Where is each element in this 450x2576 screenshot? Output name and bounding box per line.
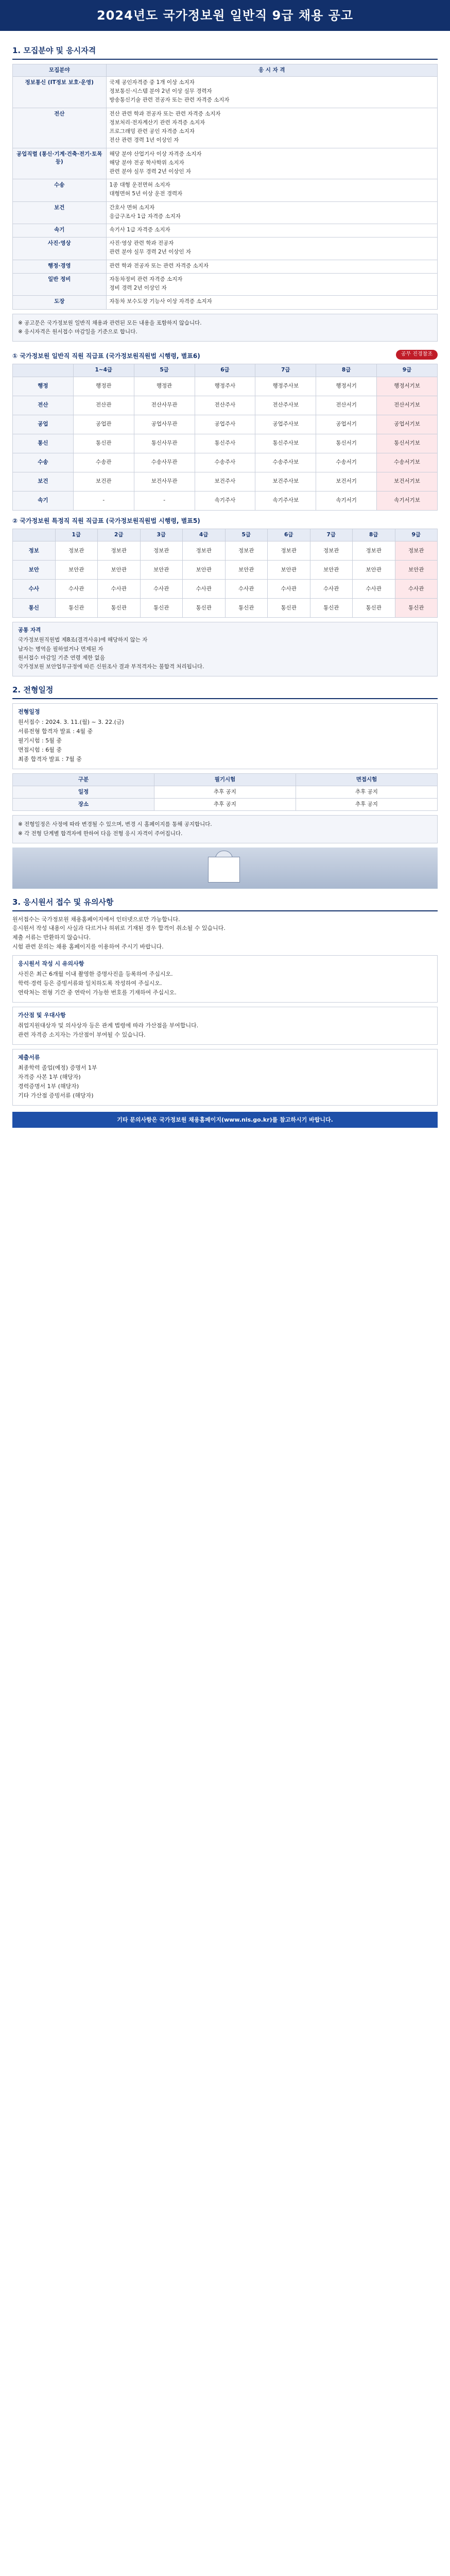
- grade-cell: 행정주사: [195, 377, 255, 396]
- qualification-cell: [106, 108, 438, 148]
- apply-box-1-item: 사진은 최근 6개월 이내 촬영한 증명사진을 등록하여 주십시오.: [18, 971, 173, 978]
- special-grade-header: 8급: [353, 529, 395, 541]
- qualification-cell: [106, 76, 438, 108]
- special-grade-cell: 수사관: [268, 580, 310, 599]
- grade-cell: 수송주사: [195, 453, 255, 472]
- content: [0, 31, 450, 1128]
- schedule-table-cell: 추후 공지: [296, 786, 438, 798]
- grade-cell: 수송관: [73, 453, 134, 472]
- grade-row-label: 공업: [13, 415, 74, 434]
- general-grade-table: [12, 364, 438, 510]
- grade-row: [13, 415, 438, 434]
- grade-cell: 행정서기보: [377, 377, 438, 396]
- special-grade-row: [13, 561, 438, 580]
- special-grade-header: 3급: [140, 529, 183, 541]
- schedule-table-header: 필기시험: [154, 773, 296, 786]
- grade-cell: 수송주사보: [255, 453, 316, 472]
- common-qualification-item: 국가정보원직원법 제8조(결격사유)에 해당하지 않는 자: [18, 637, 148, 643]
- qualification-list: [110, 226, 435, 234]
- qualification-row: [13, 148, 438, 179]
- grade-row: [13, 472, 438, 491]
- apply-box-2-item: 관련 자격증 소지자는 가산점이 부여될 수 있습니다.: [18, 1031, 146, 1038]
- qualification-item: 응급구조사 1급 자격증 소지자: [109, 213, 181, 219]
- grade-row: [13, 453, 438, 472]
- grade-cell: 전산주사보: [255, 396, 316, 415]
- grade-cell: 전산사무관: [134, 396, 195, 415]
- special-grade-header: 9급: [395, 529, 438, 541]
- qualification-row: [13, 76, 438, 108]
- special-grade-header-blank: [13, 529, 56, 541]
- special-grade-cell: 정보관: [140, 541, 183, 561]
- grade-cell: 수송서기: [316, 453, 377, 472]
- special-grade-cell: 수사관: [353, 580, 395, 599]
- schedule-list: [18, 718, 432, 764]
- qualification-item: 프로그래밍 관련 공인 자격증 소지자: [109, 128, 195, 135]
- qualification-cell: [106, 201, 438, 224]
- note-2: ※ 응시자격은 원서접수 마감일을 기준으로 합니다.: [18, 328, 137, 335]
- field-name: 보건: [13, 201, 107, 224]
- special-grade-cell: 보안관: [310, 561, 353, 580]
- apply-box-3-list: [18, 1064, 432, 1100]
- schedule-table-cell: 장소: [13, 799, 154, 811]
- grade-cell: 보건사무관: [134, 472, 195, 491]
- qualification-item: 정보통신·시스템 분야 2년 이상 실무 경력자: [109, 88, 212, 95]
- grade-cell: 수송사무관: [134, 453, 195, 472]
- special-grade-cell: 통신관: [225, 599, 268, 618]
- qualification-list: [110, 204, 435, 221]
- common-qualification-list: [18, 636, 432, 671]
- apply-item: 제출 서류는 반환하지 않습니다.: [12, 934, 91, 941]
- schedule-table-cell: 일정: [13, 786, 154, 798]
- apply-box-1-title: 응시원서 작성 시 유의사항: [18, 960, 84, 968]
- headquarters-illustration: [12, 848, 438, 889]
- special-grade-table-title: ② 국가정보원 특정직 직원 직급표 (국가정보원직원법 시행령, 별표5): [12, 517, 200, 524]
- special-grade-row-label: 통신: [13, 599, 56, 618]
- qualification-item: 해당 분야 산업기사 이상 자격증 소지자: [109, 150, 202, 157]
- grade-cell: 전산관: [73, 396, 134, 415]
- qualification-row: [13, 238, 438, 260]
- special-grade-row-label: 보안: [13, 561, 56, 580]
- schedule-step: 서류전형 합격자 발표 : 4월 중: [18, 727, 93, 735]
- grade-cell: 속기주사: [195, 491, 255, 510]
- special-grade-cell: 보안관: [225, 561, 268, 580]
- grade-cell: 보건주사보: [255, 472, 316, 491]
- schedule-note-2: ※ 각 전형 단계별 합격자에 한하여 다음 전형 응시 자격이 주어집니다.: [18, 830, 183, 837]
- qualification-item: 사진·영상 관련 학과 전공자: [109, 240, 174, 247]
- grade-row-label: 전산: [13, 396, 74, 415]
- grade-cell: 공업주사: [195, 415, 255, 434]
- special-grade-cell: 보안관: [395, 561, 438, 580]
- special-grade-cell: 정보관: [395, 541, 438, 561]
- grade-row-label: 보건: [13, 472, 74, 491]
- field-name: 도장: [13, 296, 107, 309]
- special-grade-cell: 통신관: [98, 599, 141, 618]
- field-name: 행정·경영: [13, 260, 107, 273]
- special-grade-row-label: 정보: [13, 541, 56, 561]
- qualification-list: [110, 79, 435, 105]
- schedule-table-header: 구분: [13, 773, 154, 786]
- special-grade-cell: 수사관: [183, 580, 226, 599]
- grade-cell: -: [73, 491, 134, 510]
- qualification-item: 관련 학과 전공자 또는 관련 자격증 소지자: [109, 262, 209, 269]
- special-grade-cell: 정보관: [268, 541, 310, 561]
- qualification-item: 전산 관련 경력 1년 이상인 자: [109, 137, 179, 144]
- qualification-item: 속기사 1급 자격증 소지자: [109, 227, 170, 233]
- grade-cell: 수송서기보: [377, 453, 438, 472]
- qualification-row: [13, 273, 438, 295]
- grade-cell: 공업사무관: [134, 415, 195, 434]
- qualification-item: 자동차 보수도장 기능사 이상 자격증 소지자: [109, 298, 212, 305]
- qualification-item: 관련 분야 실무 경력 2년 이상인 자: [109, 168, 192, 175]
- grade-cell: 공업관: [73, 415, 134, 434]
- common-qualification-item: 남자는 병역을 필하였거나 면제된 자: [18, 646, 103, 652]
- grade-row-label: 행정: [13, 377, 74, 396]
- grade-row-label: 통신: [13, 434, 74, 453]
- grade-cell: 공업주사보: [255, 415, 316, 434]
- grade-cell: 통신주사: [195, 434, 255, 453]
- apply-box-3-item: 최종학력 졸업(예정) 증명서 1부: [18, 1064, 97, 1071]
- special-grade-cell: 통신관: [183, 599, 226, 618]
- apply-list: [12, 916, 438, 952]
- special-grade-cell: 보안관: [98, 561, 141, 580]
- grade-cell: 전산서기보: [377, 396, 438, 415]
- qualification-item: 관련 분야 실무 경력 2년 이상인 자: [109, 249, 192, 256]
- special-grade-row-label: 수사: [13, 580, 56, 599]
- special-grade-header: 4급: [183, 529, 226, 541]
- col-header-qualification: 응 시 자 격: [106, 64, 438, 76]
- grade-cell: 통신사무관: [134, 434, 195, 453]
- qualification-cell: [106, 148, 438, 179]
- special-grade-cell: 정보관: [310, 541, 353, 561]
- special-grade-cell: 수사관: [310, 580, 353, 599]
- apply-box-3-item: 기타 가산점 증빙서류 (해당자): [18, 1092, 94, 1099]
- field-name: 속기: [13, 224, 107, 238]
- section-title-2: 2. 전형일정: [12, 685, 438, 699]
- apply-box-2-list: [18, 1022, 432, 1039]
- qualification-list: [110, 240, 435, 256]
- grade-header: 5급: [134, 364, 195, 377]
- qualification-list: [110, 276, 435, 292]
- qualification-item: 방송통신기술 관련 전공자 또는 관련 자격증 소지자: [109, 97, 230, 104]
- qualification-row: [13, 224, 438, 238]
- apply-box-3-item: 경력증명서 1부 (해당자): [18, 1082, 79, 1090]
- inquiry-banner: 기타 문의사항은 국가정보원 채용홈페이지(www.nis.go.kr)를 참고하시기 바랍니다.: [12, 1112, 438, 1128]
- special-grade-header: 6급: [268, 529, 310, 541]
- apply-box-1-item: 학력·경력 등은 증빙서류와 일치하도록 작성하여 주십시오.: [18, 980, 162, 987]
- schedule-step: 면접시험 : 6월 중: [18, 746, 62, 753]
- common-qualification-title: 공통 자격: [18, 627, 41, 634]
- grade-cell: 행정주사보: [255, 377, 316, 396]
- field-name: 일반 정비: [13, 273, 107, 295]
- common-qualification-item: 원서접수 마감일 기준 연령 제한 없음: [18, 654, 105, 661]
- qualification-row: [13, 179, 438, 201]
- masthead: [0, 0, 450, 31]
- special-grade-cell: 정보관: [353, 541, 395, 561]
- special-grade-cell: 보안관: [268, 561, 310, 580]
- schedule-table-cell: 추후 공지: [296, 799, 438, 811]
- schedule-table-row: [13, 786, 438, 798]
- qualification-table-body: [13, 76, 438, 309]
- grade-row-label: 수송: [13, 453, 74, 472]
- grade-cell: -: [134, 491, 195, 510]
- qualification-cell: [106, 296, 438, 309]
- grade-row: [13, 434, 438, 453]
- special-grade-row: [13, 541, 438, 561]
- grade-cell: 행정관: [134, 377, 195, 396]
- qualification-item: 해당 분야 전공 학사학위 소지자: [109, 159, 184, 166]
- qualification-cell: [106, 260, 438, 273]
- schedule-table-header: 면접시험: [296, 773, 438, 786]
- apply-item: 시험 관련 문의는 채용 홈페이지를 이용하여 주시기 바랍니다.: [12, 943, 164, 951]
- common-qualification-item: 국가정보원 보안업무규정에 따른 신원조사 결과 부적격자는 불합격 처리됩니다.: [18, 664, 204, 670]
- special-grade-cell: 통신관: [268, 599, 310, 618]
- qualification-item: 1종 대형 운전면허 소지자: [109, 182, 170, 189]
- special-grade-cell: 수사관: [55, 580, 98, 599]
- apply-box-3-item: 자격증 사본 1부 (해당자): [18, 1073, 81, 1080]
- qualification-list: [110, 298, 435, 306]
- qualification-table: [12, 64, 438, 310]
- qualification-row: [13, 260, 438, 273]
- special-grade-cell: 수사관: [225, 580, 268, 599]
- qualification-cell: [106, 179, 438, 201]
- qualification-list: [110, 181, 435, 198]
- special-grade-cell: 정보관: [183, 541, 226, 561]
- apply-box-3-title: 제출서류: [18, 1054, 40, 1061]
- special-grade-cell: 수사관: [395, 580, 438, 599]
- special-grade-cell: 통신관: [395, 599, 438, 618]
- qualification-cell: [106, 224, 438, 238]
- col-header-field: 모집분야: [13, 64, 107, 76]
- schedule-box: [12, 703, 438, 769]
- apply-box-1-list: [18, 970, 432, 997]
- schedule-table-cell: 추후 공지: [154, 786, 296, 798]
- special-grade-cell: 보안관: [140, 561, 183, 580]
- schedule-step: 원서접수 : 2024. 3. 11.(월) ~ 3. 22.(금): [18, 719, 124, 725]
- grade-cell: 통신서기: [316, 434, 377, 453]
- qualification-row: [13, 108, 438, 148]
- apply-item: 응시원서 작성 내용이 사실과 다르거나 허위로 기재된 경우 합격이 취소될 수 있습니다.: [12, 925, 226, 932]
- qualification-list: [110, 262, 435, 270]
- special-grade-cell: 보안관: [353, 561, 395, 580]
- grade-cell: 행정관: [73, 377, 134, 396]
- note-1: ※ 공고문은 국가정보원 일반직 채용과 관련된 모든 내용을 포함하지 않습니다.: [18, 319, 202, 326]
- grade-row: [13, 377, 438, 396]
- qualification-row: [13, 201, 438, 224]
- apply-box-1: [12, 955, 438, 1003]
- qualification-item: 자동차정비 관련 자격증 소지자: [109, 276, 183, 282]
- page-title: 2024년도 국가정보원 일반직 9급 채용 공고: [96, 8, 354, 23]
- grade-row: [13, 396, 438, 415]
- qualification-item: 정비 경력 2년 이상인 자: [109, 285, 167, 292]
- field-name: 수송: [13, 179, 107, 201]
- special-grade-header: 7급: [310, 529, 353, 541]
- grade-cell: 보건관: [73, 472, 134, 491]
- grade-header: 1~4급: [73, 364, 134, 377]
- grade-table-badge: 공무 진경참조: [396, 350, 438, 360]
- apply-box-3: [12, 1049, 438, 1106]
- qualification-item: 정보처리·전자계산기 관련 자격증 소지자: [109, 119, 205, 126]
- special-grade-cell: 통신관: [55, 599, 98, 618]
- schedule-title: 전형일정: [18, 708, 40, 716]
- notes-box-1: [12, 314, 438, 342]
- apply-box-1-item: 연락처는 전형 기간 중 연락이 가능한 번호를 기재하여 주십시오.: [18, 989, 177, 996]
- qualification-item: 대형면허 5년 이상 운전 경력자: [109, 191, 183, 197]
- special-grade-cell: 보안관: [183, 561, 226, 580]
- schedule-step: 최종 합격자 발표 : 7월 중: [18, 755, 82, 762]
- qualification-item: 간호사 면허 소지자: [109, 204, 155, 211]
- qualification-list: [110, 110, 435, 145]
- special-grade-cell: 정보관: [55, 541, 98, 561]
- section-title-1: 1. 모집분야 및 응시자격: [12, 45, 438, 60]
- grade-header-blank: [13, 364, 74, 377]
- qualification-cell: [106, 273, 438, 295]
- qualification-list: [110, 150, 435, 176]
- special-grade-cell: 통신관: [310, 599, 353, 618]
- special-grade-header: 2급: [98, 529, 141, 541]
- grade-row: [13, 491, 438, 510]
- grade-table-title-row: [12, 346, 438, 364]
- special-grade-header: 1급: [55, 529, 98, 541]
- grade-cell: 속기주사보: [255, 491, 316, 510]
- grade-cell: 전산서기: [316, 396, 377, 415]
- grade-header: 7급: [255, 364, 316, 377]
- qualification-row: [13, 296, 438, 309]
- special-grade-header: 5급: [225, 529, 268, 541]
- grade-cell: 공업서기보: [377, 415, 438, 434]
- schedule-table-cell: 추후 공지: [154, 799, 296, 811]
- special-grade-cell: 보안관: [55, 561, 98, 580]
- special-grade-row: [13, 599, 438, 618]
- special-grade-cell: 통신관: [140, 599, 183, 618]
- grade-header: 6급: [195, 364, 255, 377]
- grade-cell: 보건주사: [195, 472, 255, 491]
- grade-cell: 속기서기: [316, 491, 377, 510]
- qualification-item: 전산 관련 학과 전공자 또는 관련 자격증 소지자: [109, 110, 221, 117]
- building: [208, 857, 240, 883]
- apply-box-2-title: 가산점 및 우대사항: [18, 1012, 66, 1019]
- grade-cell: 행정서기: [316, 377, 377, 396]
- field-name: 정보통신 (IT정보 보호·운영): [13, 76, 107, 108]
- schedule-table-row: [13, 799, 438, 811]
- special-grade-cell: 수사관: [98, 580, 141, 599]
- grade-cell: 공업서기: [316, 415, 377, 434]
- grade-cell: 통신주사보: [255, 434, 316, 453]
- special-grade-cell: 수사관: [140, 580, 183, 599]
- grade-cell: 보건서기보: [377, 472, 438, 491]
- qualification-cell: [106, 238, 438, 260]
- grade-header: 9급: [377, 364, 438, 377]
- field-name: 사진·영상: [13, 238, 107, 260]
- grade-cell: 보건서기: [316, 472, 377, 491]
- field-name: 공업직렬 (통신·기계·건축·전기·토목 등): [13, 148, 107, 179]
- apply-box-2-item: 취업지원대상자 및 의사상자 등은 관계 법령에 따라 가산점을 부여합니다.: [18, 1022, 199, 1029]
- schedule-note-1: ※ 전형일정은 사정에 따라 변경될 수 있으며, 변경 시 홈페이지를 통해 공지합니다.: [18, 821, 212, 828]
- special-grade-cell: 정보관: [98, 541, 141, 561]
- apply-item: 원서접수는 국가정보원 채용홈페이지에서 인터넷으로만 가능합니다.: [12, 916, 180, 923]
- grade-cell: 통신관: [73, 434, 134, 453]
- grade-row-label: 속기: [13, 491, 74, 510]
- special-grade-row: [13, 580, 438, 599]
- common-qualification-box: [12, 622, 438, 676]
- grade-cell: 통신서기보: [377, 434, 438, 453]
- schedule-notes: [12, 815, 438, 843]
- schedule-step: 필기시험 : 5월 중: [18, 737, 62, 744]
- schedule-table: [12, 773, 438, 811]
- qualification-item: 국제 공인자격증 중 1개 이상 소지자: [109, 79, 195, 86]
- special-grade-table: [12, 529, 438, 618]
- field-name: 전산: [13, 108, 107, 148]
- grade-header: 8급: [316, 364, 377, 377]
- grade-table-title: ① 국가정보원 일반직 직원 직급표 (국가정보원직원법 시행령, 별표6): [12, 352, 200, 360]
- special-grade-cell: 통신관: [353, 599, 395, 618]
- section-title-3: 3. 응시원서 접수 및 유의사항: [12, 897, 438, 911]
- special-grade-cell: 정보관: [225, 541, 268, 561]
- grade-cell: 전산주사: [195, 396, 255, 415]
- apply-box-2: [12, 1007, 438, 1045]
- grade-cell: 속기서기보: [377, 491, 438, 510]
